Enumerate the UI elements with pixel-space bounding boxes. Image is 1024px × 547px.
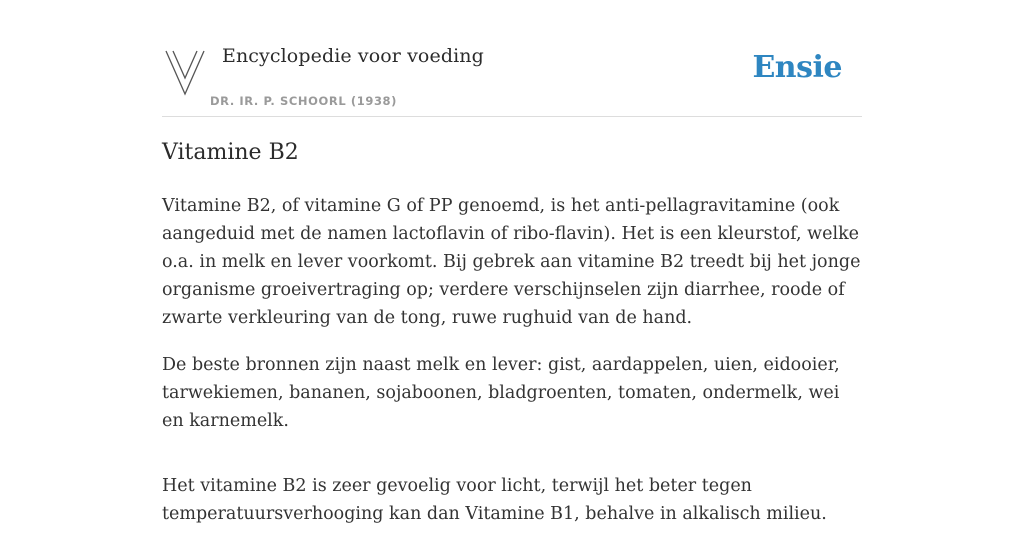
book-author: DR. IR. P. SCHOORL (1938) — [210, 94, 398, 108]
book-header — [162, 0, 862, 117]
article-paragraph: Vitamine B2, of vitamine G of PP genoemd, is het anti-pellagravitamine (ook aangeduid met de namen lactoflavin of ribo-flavin). Het is een kleurstof, welke o.a. in melk en lever voorkomt. Bij gebrek aan vitamine B2 treedt bij het jonge organisme groeivertraging op; verdere verschijnselen zijn diarrhee, roode of zwarte verkleuring van de tong, ruwe rughuid van de hand. — [162, 196, 861, 328]
article-paragraph: Het vitamine B2 is zeer gevoelig voor licht, terwijl het beter tegen temperatuursverhooging kan dan Vitamine B1, behalve in alkalisch milieu. — [162, 476, 827, 524]
article-title: Vitamine B2 — [162, 140, 299, 165]
v-logo-icon[interactable] — [165, 48, 207, 96]
article-body — [162, 192, 866, 547]
page — [162, 0, 862, 524]
article-paragraph: De beste bronnen zijn naast melk en lever: gist, aardappelen, uien, eidooier, tarwekiemen, bananen, sojaboonen, bladgroenten, tomaten, ondermelk, wei en karnemelk. — [162, 355, 840, 431]
ensie-brand-link[interactable]: Ensie — [752, 50, 842, 85]
book-title[interactable]: Encyclopedie voor voeding — [222, 45, 484, 67]
